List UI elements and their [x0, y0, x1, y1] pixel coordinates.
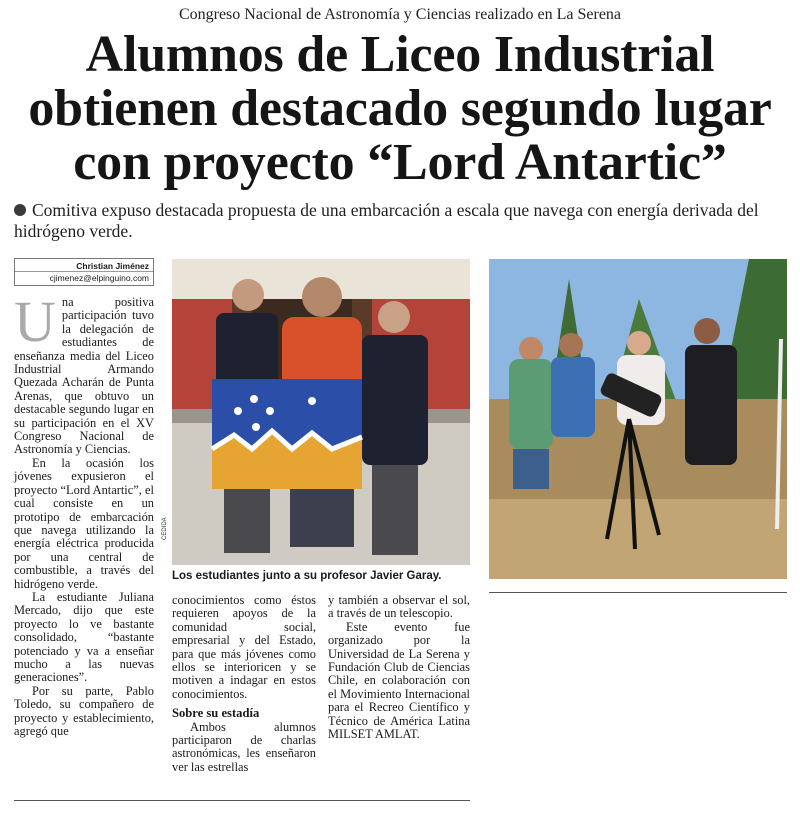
paragraph: En la ocasión los jóvenes expusieron el proyecto “Lord Antartic”, el cual consiste en un prototipo de embarcación que navega utilizando la energía eléctrica producida por una central de combustible, a través del hidrógeno verde. [14, 455, 154, 591]
article-column-3 [328, 594, 470, 741]
subhead: Sobre su estadía [172, 706, 260, 721]
paragraph: La estudiante Juliana Mercado, dijo que este proyecto lo ve bastante consolidado, “bastante potenciado y va a enseñar mucho a las nuevas generaciones”. [14, 589, 154, 685]
paragraph: Por su parte, Pablo Toledo, su compañero de proyecto y establecimiento, agregó que [14, 683, 154, 738]
students-photo [172, 259, 470, 565]
paragraph: na positiva participación tuvo la delegación de estudiantes de enseñanza media del Liceo Industrial Armando Quezada Acharán de Punta Arenas, que obtuvo un destacable segundo lugar en su participación en el XV Congreso Nacional de Astronomía y Ciencias. [14, 295, 154, 457]
paragraph: Este evento fue organizado por la Universidad de La Serena y Fundación Club de Ciencias Chile, en colaboración con el Movimiento Internacional para el Recreo Científico y Técnico de América Latina MILSET AMLAT. [328, 619, 470, 742]
deck-text: Comitiva expuso destacada propuesta de una embarcación a escala que navega con energía derivada del hidrógeno verde. [14, 200, 759, 241]
bottom-rule [14, 800, 470, 801]
photo-credit: CEDIDA [162, 517, 168, 540]
paragraph: y también a observar el sol, a través de un telescopio. [328, 593, 470, 621]
headline-line-3: con proyecto “Lord Antartic” [73, 134, 727, 191]
headline [0, 28, 800, 190]
telescope-photo [489, 259, 787, 579]
telescope-photo-illustration [489, 259, 787, 579]
deck [14, 200, 786, 242]
students-photo-illustration [172, 259, 470, 565]
headline-line-2: obtienen destacado segundo lugar [28, 80, 772, 137]
paragraph: Ambos alumnos participaron de charlas astronómicas, les enseñaron ver las estrellas [172, 719, 316, 774]
paragraph: conocimientos como éstos requieren apoyos de la comunidad social, empresarial y del Estado, para que más jóvenes como ellos se interioricen y se motiven a indagar en estos conocimientos. [172, 593, 316, 701]
byline-box [14, 258, 154, 286]
byline-name: Christian Jiménez [76, 261, 149, 271]
photo-caption: Los estudiantes junto a su profesor Javier Garay. [172, 570, 442, 582]
byline-email: cjimenez@elpinguino.com [15, 271, 153, 283]
headline-line-1: Alumnos de Liceo Industrial [85, 26, 715, 83]
photo-rule [489, 592, 787, 593]
drop-cap: U [14, 289, 56, 354]
article-column-2 [172, 594, 316, 774]
bullet-icon [14, 204, 26, 216]
kicker: Congreso Nacional de Astronomía y Ciencias realizado en La Serena [178, 6, 622, 23]
article-column-1 [14, 289, 154, 796]
